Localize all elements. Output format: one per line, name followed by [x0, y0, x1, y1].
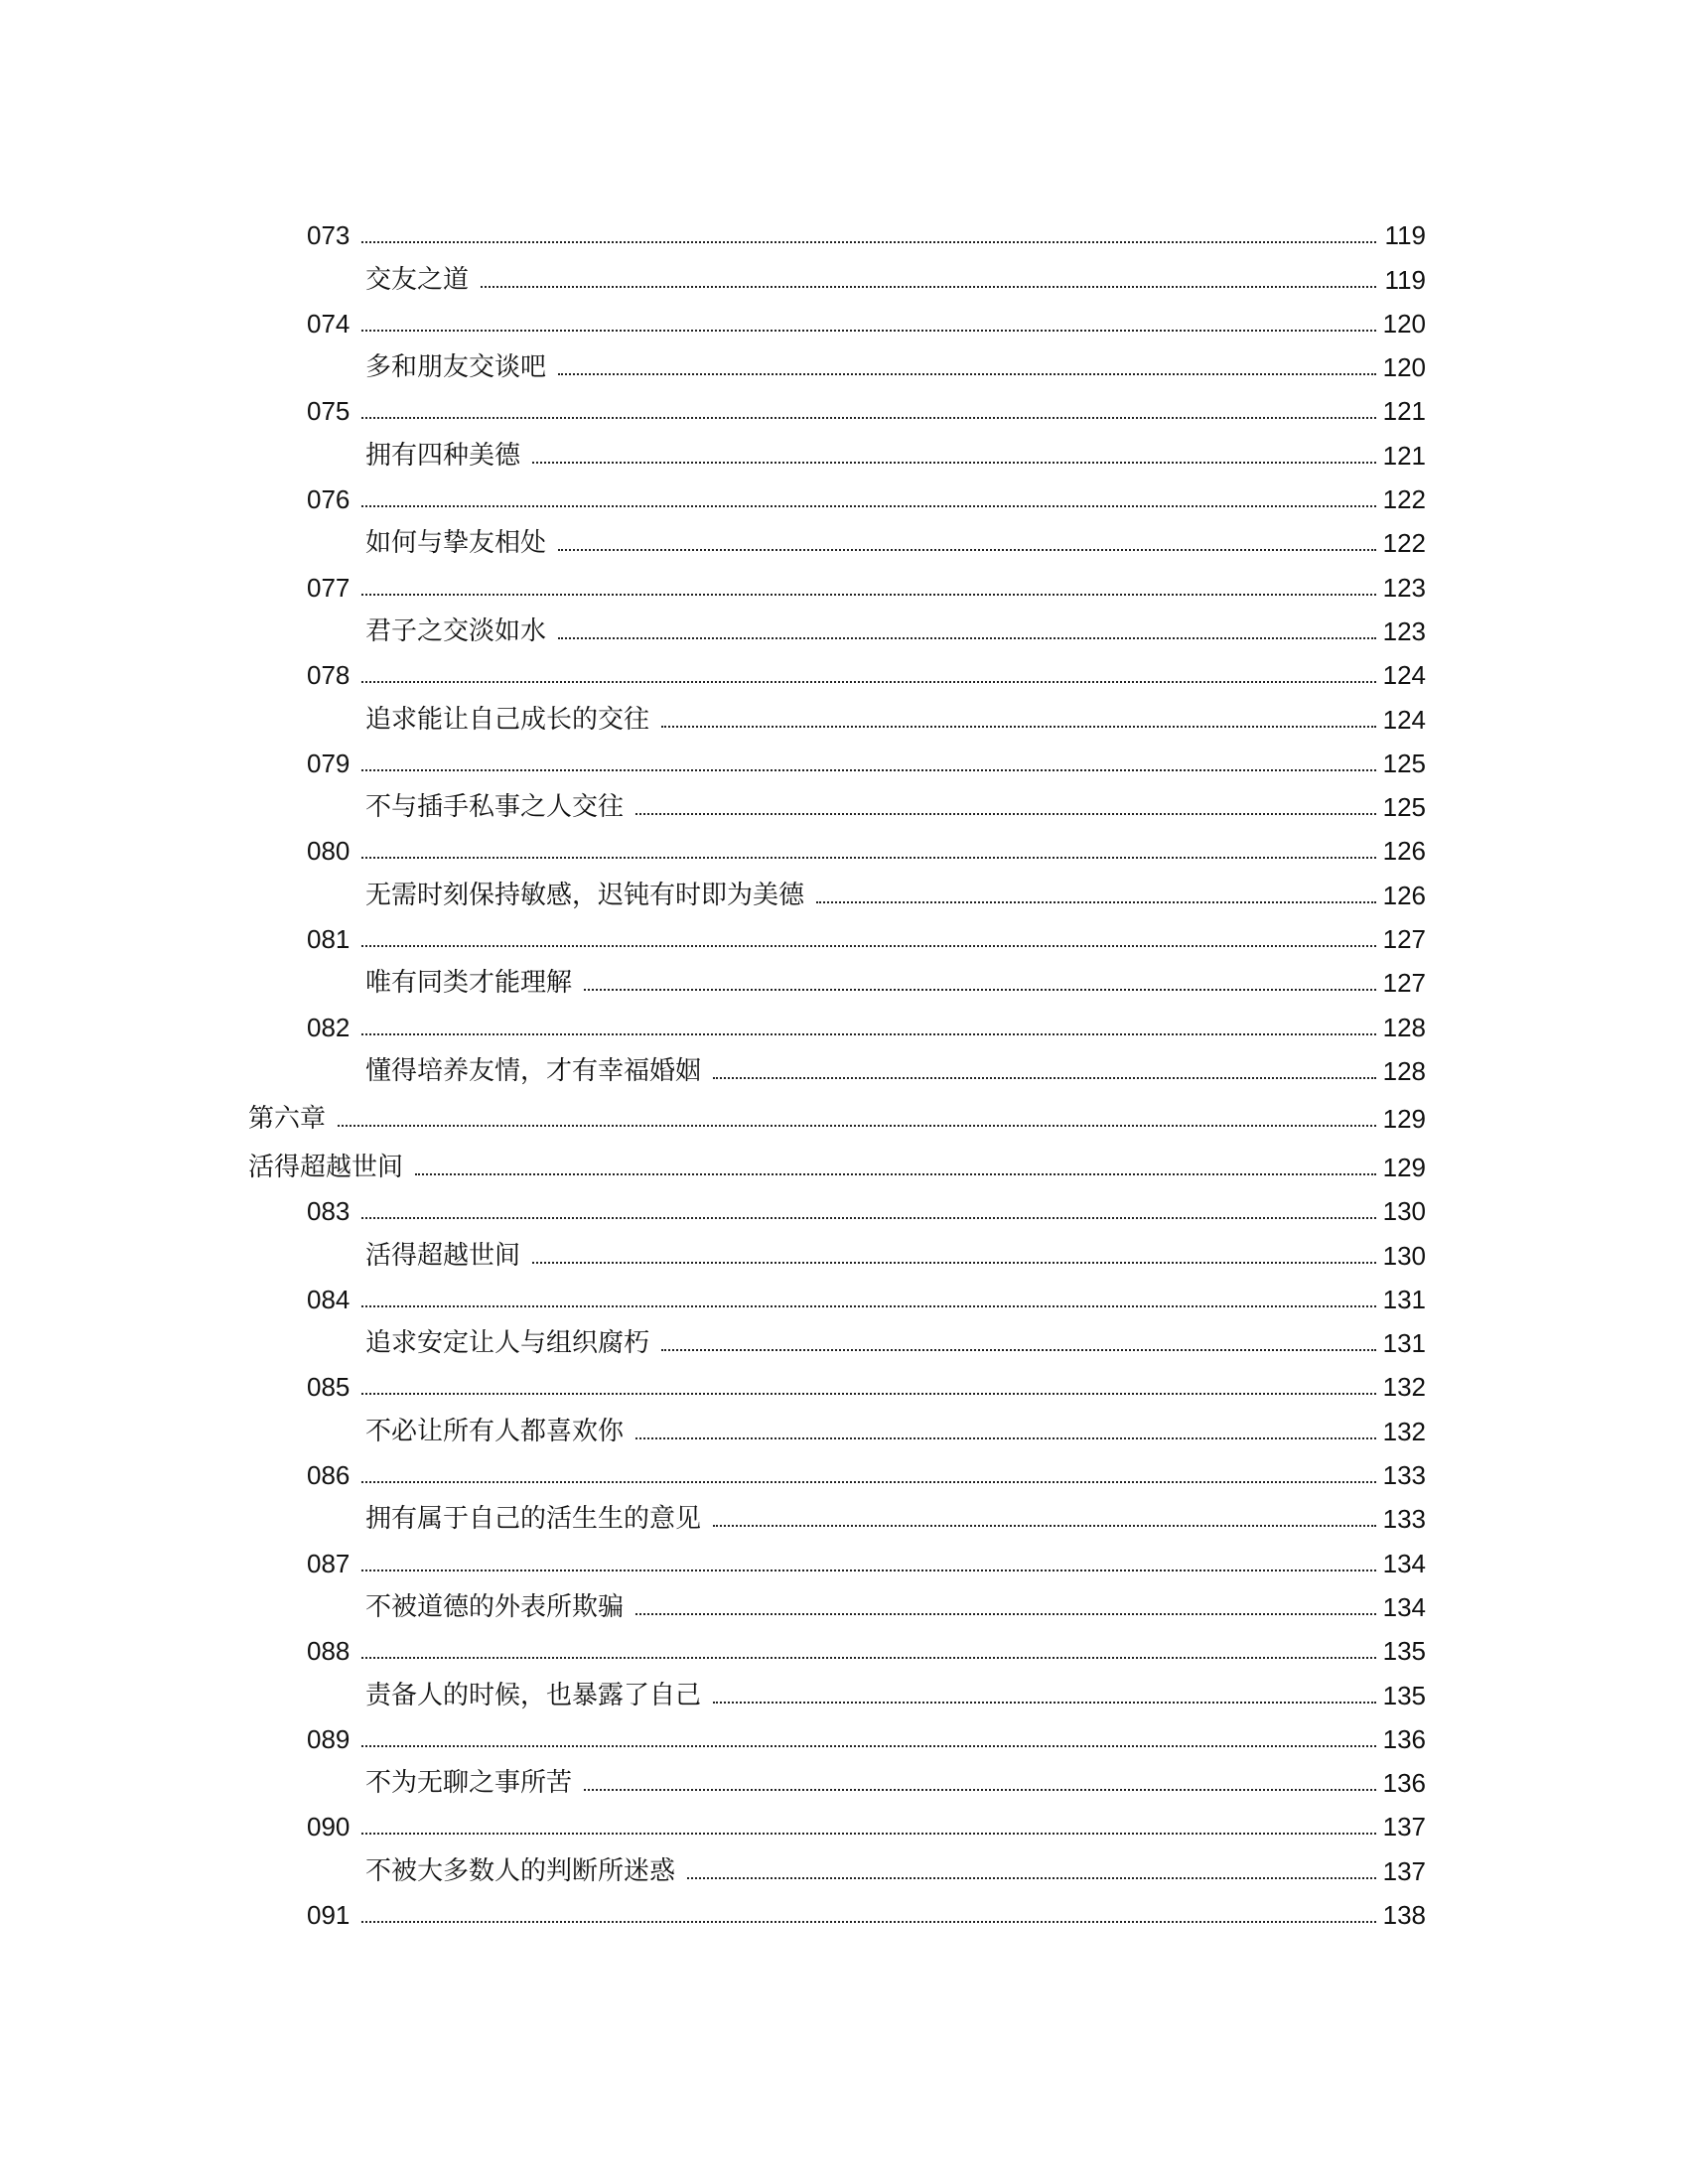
toc-entry-page-number: 130 [1382, 1196, 1426, 1227]
toc-entry[interactable] [248, 1314, 1426, 1358]
toc-entry-page-number: 131 [1382, 1284, 1426, 1314]
toc-entry[interactable] [248, 1490, 1426, 1534]
dot-leader [361, 1481, 1376, 1483]
toc-entry-title: 责备人的时候，也暴露了自己 [365, 1680, 702, 1710]
dot-leader [713, 1525, 1376, 1527]
toc-entry-title: 091 [307, 1899, 351, 1930]
toc-entry-title: 084 [307, 1284, 351, 1314]
toc-entry-page-number: 128 [1382, 1012, 1426, 1042]
dot-leader [361, 1217, 1376, 1219]
toc-entry-page-number: 123 [1382, 572, 1426, 603]
toc-entry-page-number: 136 [1382, 1723, 1426, 1754]
toc-entry[interactable] [248, 1182, 1426, 1226]
toc-entry[interactable] [248, 1402, 1426, 1445]
dot-leader [361, 330, 1376, 332]
dot-leader [361, 1033, 1376, 1035]
toc-entry[interactable] [248, 382, 1426, 426]
toc-entry[interactable] [248, 954, 1426, 998]
toc-entry-page-number: 129 [1382, 1104, 1426, 1135]
toc-entry[interactable] [248, 1042, 1426, 1086]
toc-entry-title: 唯有同类才能理解 [365, 968, 573, 999]
toc-entry-title: 085 [307, 1372, 351, 1403]
toc-entry[interactable] [248, 1578, 1426, 1622]
dot-leader [532, 462, 1376, 464]
toc-entry-title: 无需时刻保持敏感，迟钝有时即为美德 [365, 880, 805, 910]
dot-leader [687, 1877, 1376, 1879]
toc-entry-page-number: 120 [1382, 308, 1426, 339]
toc-entry[interactable] [248, 471, 1426, 514]
toc-entry-page-number: 123 [1382, 615, 1426, 646]
toc-entry-title: 不与插手私事之人交往 [365, 792, 625, 823]
dot-leader [816, 901, 1376, 903]
dot-leader [584, 1789, 1376, 1791]
toc-entry-page-number: 121 [1382, 396, 1426, 427]
dot-leader [361, 1921, 1376, 1923]
toc-entry-title: 第六章 [248, 1104, 327, 1135]
toc-entry-title: 075 [307, 396, 351, 427]
toc-entry-title: 078 [307, 660, 351, 691]
dot-leader [361, 241, 1376, 243]
toc-entry-page-number: 134 [1382, 1548, 1426, 1578]
dot-leader [481, 286, 1376, 288]
toc-entry[interactable] [248, 339, 1426, 382]
toc-entry-title: 懂得培养友情，才有幸福婚姻 [365, 1055, 702, 1086]
toc-entry-title: 074 [307, 308, 351, 339]
toc-entry-page-number: 124 [1382, 660, 1426, 691]
toc-entry-page-number: 133 [1382, 1460, 1426, 1491]
dot-leader [635, 813, 1376, 815]
toc-entry-title: 090 [307, 1812, 351, 1843]
toc-entry-page-number: 122 [1382, 484, 1426, 515]
toc-entry[interactable] [248, 206, 1426, 250]
toc-entry-title: 活得超越世间 [248, 1152, 404, 1182]
toc-entry-page-number: 131 [1382, 1328, 1426, 1359]
toc-entry-page-number: 126 [1382, 836, 1426, 867]
dot-leader [361, 1657, 1376, 1659]
toc-entry[interactable] [248, 778, 1426, 822]
dot-leader [635, 1613, 1376, 1615]
toc-entry-title: 拥有属于自己的活生生的意见 [365, 1504, 702, 1535]
toc-entry[interactable] [248, 250, 1426, 294]
dot-leader [713, 1702, 1376, 1704]
toc-entry-title: 076 [307, 484, 351, 515]
toc-entry-page-number: 124 [1382, 704, 1426, 735]
dot-leader [361, 945, 1376, 947]
dot-leader [713, 1077, 1376, 1079]
dot-leader [338, 1125, 1376, 1127]
toc-entry[interactable] [248, 910, 1426, 954]
toc-entry[interactable] [248, 1710, 1426, 1754]
toc-entry-title: 交友之道 [365, 264, 470, 295]
toc-entry-title: 089 [307, 1723, 351, 1754]
toc-entry-title: 不被道德的外表所欺骗 [365, 1591, 625, 1622]
dot-leader [532, 1262, 1376, 1264]
toc-entry[interactable] [248, 1226, 1426, 1270]
dot-leader [361, 769, 1376, 771]
dot-leader [361, 1305, 1376, 1307]
toc-entry-page-number: 132 [1382, 1416, 1426, 1446]
dot-leader [661, 1349, 1376, 1351]
toc-entry[interactable] [248, 1358, 1426, 1402]
toc-entry[interactable] [248, 295, 1426, 339]
toc-entry[interactable] [248, 998, 1426, 1041]
toc-entry[interactable] [248, 1134, 1426, 1182]
toc-entry[interactable] [248, 603, 1426, 646]
dot-leader [361, 1745, 1376, 1747]
toc-entry[interactable] [248, 1754, 1426, 1798]
toc-entry[interactable] [248, 1446, 1426, 1490]
toc-entry-title: 多和朋友交谈吧 [365, 352, 547, 383]
dot-leader [415, 1173, 1376, 1175]
toc-entry-page-number: 127 [1382, 968, 1426, 999]
toc-entry-title: 不必让所有人都喜欢你 [365, 1416, 625, 1446]
toc-entry-page-number: 132 [1382, 1372, 1426, 1403]
toc-entry[interactable] [248, 646, 1426, 690]
toc-entry[interactable] [248, 558, 1426, 602]
dot-leader [361, 417, 1376, 419]
toc-entry[interactable] [248, 426, 1426, 470]
toc-entry[interactable] [248, 1842, 1426, 1885]
toc-entry[interactable] [248, 1666, 1426, 1709]
toc-entry-page-number: 137 [1382, 1812, 1426, 1843]
toc-entry-title: 081 [307, 924, 351, 955]
dot-leader [558, 373, 1376, 375]
dot-leader [584, 989, 1376, 991]
toc-entry-title: 073 [307, 220, 351, 251]
toc-entry[interactable] [248, 1086, 1426, 1135]
toc-entry-title: 追求能让自己成长的交往 [365, 704, 650, 735]
toc-entry-title: 077 [307, 572, 351, 603]
toc-entry-title: 079 [307, 748, 351, 778]
toc-entry-title: 追求安定让人与组织腐朽 [365, 1328, 650, 1359]
toc-entry-title: 君子之交淡如水 [365, 615, 547, 646]
toc-entry[interactable] [248, 866, 1426, 909]
toc-entry-title: 088 [307, 1636, 351, 1667]
dot-leader [361, 681, 1376, 683]
toc-entry[interactable] [248, 1798, 1426, 1842]
toc-entry[interactable] [248, 1622, 1426, 1666]
toc-entry-page-number: 135 [1382, 1680, 1426, 1710]
toc-entry-title: 080 [307, 836, 351, 867]
toc-entry-page-number: 125 [1382, 792, 1426, 823]
toc-entry-title: 不被大多数人的判断所迷惑 [365, 1855, 676, 1886]
toc-entry[interactable] [248, 735, 1426, 778]
toc-entry-page-number: 133 [1382, 1504, 1426, 1535]
dot-leader [661, 726, 1376, 728]
toc-entry-page-number: 130 [1382, 1240, 1426, 1271]
toc-entry-title: 082 [307, 1012, 351, 1042]
toc-entry[interactable] [248, 1271, 1426, 1314]
toc-entry-title: 活得超越世间 [365, 1240, 521, 1271]
toc-entry[interactable] [248, 514, 1426, 558]
toc-entry-title: 086 [307, 1460, 351, 1491]
dot-leader [361, 1570, 1376, 1571]
toc-entry-page-number: 119 [1384, 264, 1426, 295]
toc-entry-page-number: 120 [1382, 352, 1426, 383]
toc-entry-page-number: 121 [1382, 440, 1426, 471]
toc-entry-page-number: 138 [1382, 1899, 1426, 1930]
toc-entry-page-number: 126 [1382, 880, 1426, 910]
dot-leader [361, 1393, 1376, 1395]
toc-entry[interactable] [248, 690, 1426, 734]
dot-leader [361, 505, 1376, 507]
dot-leader [635, 1437, 1376, 1439]
toc-entry-page-number: 134 [1382, 1591, 1426, 1622]
table-of-contents [248, 206, 1426, 1930]
toc-entry-page-number: 128 [1382, 1055, 1426, 1086]
dot-leader [558, 637, 1376, 639]
toc-entry-page-number: 135 [1382, 1636, 1426, 1667]
toc-entry-page-number: 127 [1382, 924, 1426, 955]
toc-entry-page-number: 119 [1384, 220, 1426, 251]
toc-entry-page-number: 122 [1382, 528, 1426, 559]
toc-entry[interactable] [248, 822, 1426, 866]
dot-leader [361, 1833, 1376, 1835]
dot-leader [361, 594, 1376, 596]
toc-entry[interactable] [248, 1886, 1426, 1930]
toc-entry-page-number: 125 [1382, 748, 1426, 778]
toc-entry[interactable] [248, 1534, 1426, 1577]
toc-entry-title: 如何与挚友相处 [365, 528, 547, 559]
dot-leader [361, 857, 1376, 859]
toc-entry-page-number: 136 [1382, 1768, 1426, 1799]
toc-entry-page-number: 129 [1382, 1152, 1426, 1182]
toc-entry-page-number: 137 [1382, 1855, 1426, 1886]
toc-entry-title: 083 [307, 1196, 351, 1227]
toc-entry-title: 087 [307, 1548, 351, 1578]
toc-entry-title: 不为无聊之事所苦 [365, 1768, 573, 1799]
toc-entry-title: 拥有四种美德 [365, 440, 521, 471]
dot-leader [558, 549, 1376, 551]
